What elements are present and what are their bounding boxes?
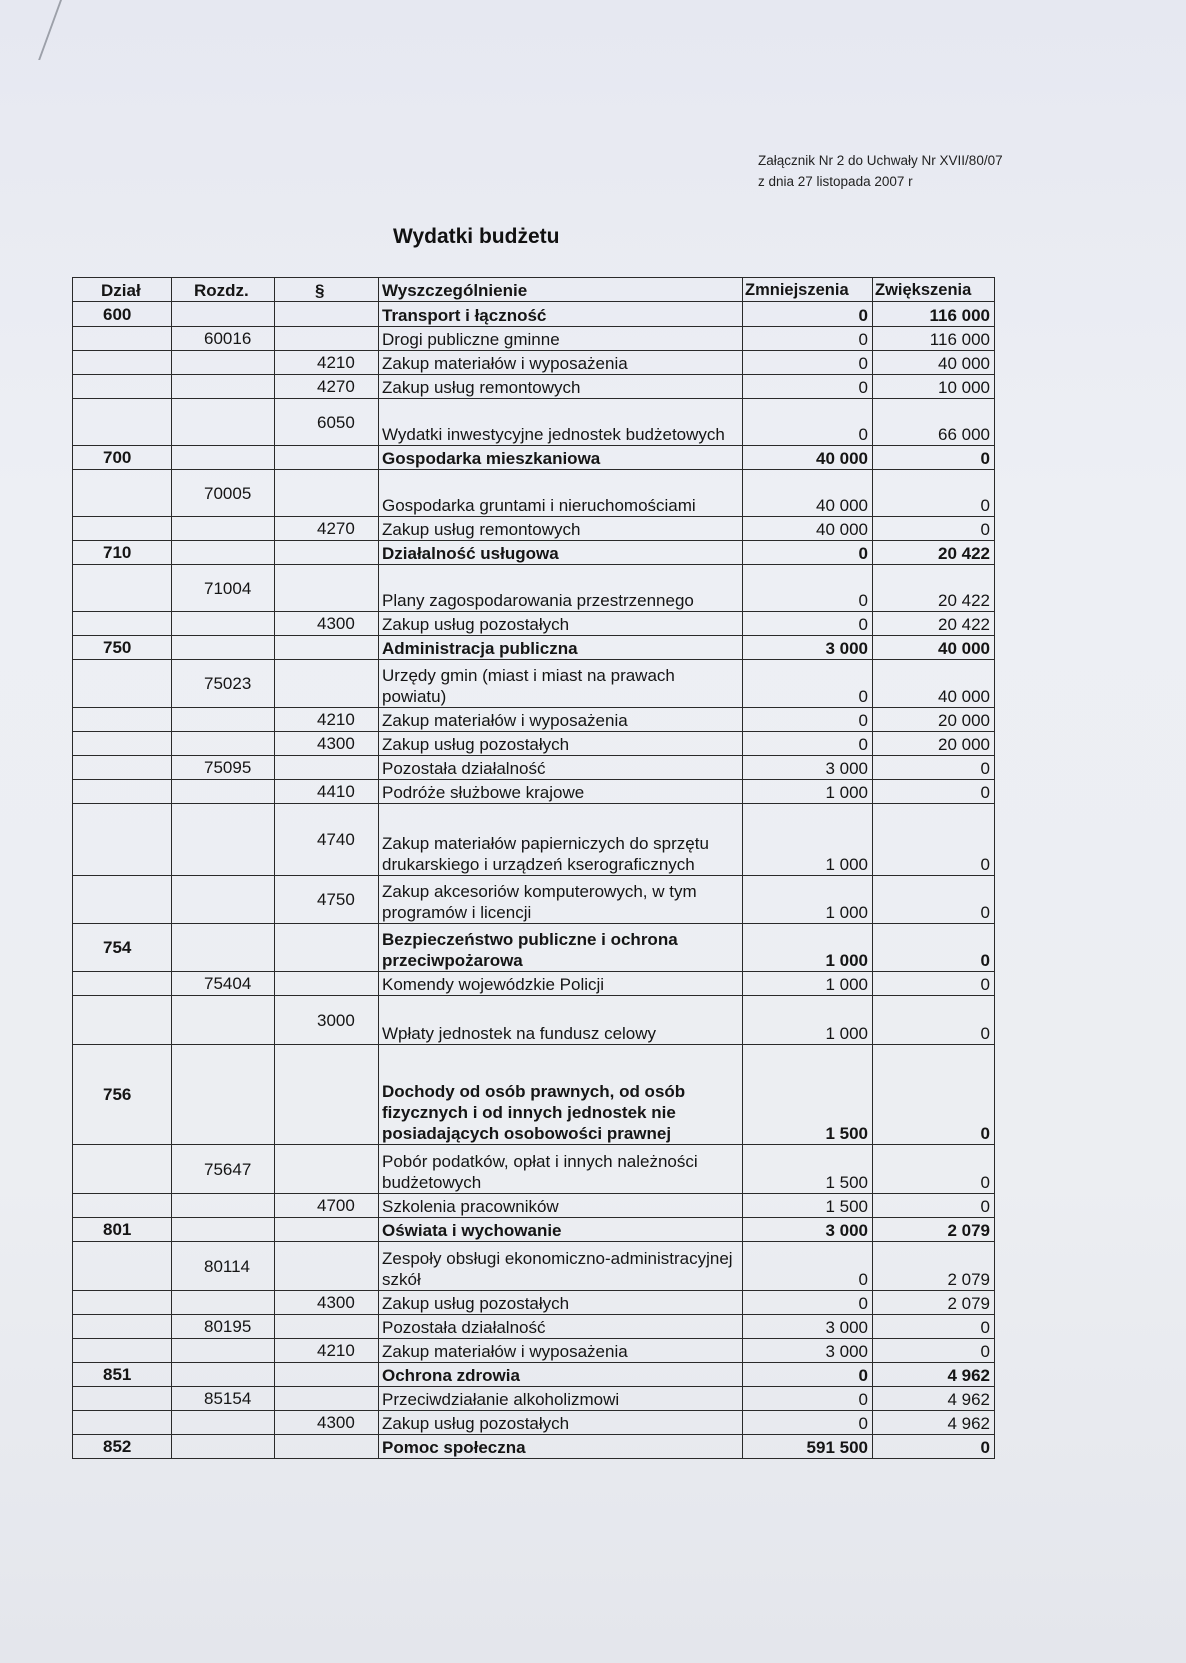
table-row [73, 351, 995, 375]
cell-rozdz [172, 612, 275, 636]
cell-paragraph: 4410 [275, 780, 379, 804]
cell-paragraph [275, 565, 379, 612]
cell-increase: 2 079 [873, 1242, 995, 1291]
cell-decrease: 40 000 [743, 517, 873, 541]
cell-dzial: 700 [73, 446, 172, 470]
cell-increase: 20 000 [873, 732, 995, 756]
table-row [73, 1145, 995, 1194]
cell-increase: 0 [873, 1194, 995, 1218]
cell-increase: 0 [873, 1145, 995, 1194]
cell-increase: 0 [873, 924, 995, 972]
cell-dzial [73, 375, 172, 399]
cell-paragraph [275, 972, 379, 996]
cell-description: Zakup akcesoriów komputerowych, w tym programów i licencji [379, 876, 743, 924]
cell-increase: 0 [873, 470, 995, 517]
table-row [73, 924, 995, 972]
cell-description: Transport i łączność [379, 302, 743, 327]
cell-decrease: 3 000 [743, 636, 873, 660]
header-increase: Zwiększenia [873, 278, 995, 302]
table-row [73, 375, 995, 399]
cell-rozdz: 75647 [172, 1145, 275, 1194]
cell-paragraph [275, 1363, 379, 1387]
cell-dzial [73, 1145, 172, 1194]
cell-description: Zakup usług remontowych [379, 517, 743, 541]
cell-dzial [73, 732, 172, 756]
cell-rozdz [172, 996, 275, 1045]
cell-dzial: 801 [73, 1218, 172, 1242]
cell-increase: 0 [873, 1315, 995, 1339]
cell-description: Zakup materiałów i wyposażenia [379, 1339, 743, 1363]
table-row [73, 541, 995, 565]
cell-description: Przeciwdziałanie alkoholizmowi [379, 1387, 743, 1411]
cell-dzial: 600 [73, 302, 172, 327]
cell-dzial [73, 327, 172, 351]
table-row [73, 1242, 995, 1291]
cell-description: Urzędy gmin (miast i miast na prawach powiatu) [379, 660, 743, 708]
cell-dzial [73, 756, 172, 780]
cell-rozdz [172, 708, 275, 732]
table-row [73, 1291, 995, 1315]
cell-paragraph [275, 636, 379, 660]
cell-rozdz: 60016 [172, 327, 275, 351]
cell-increase: 0 [873, 517, 995, 541]
table-row [73, 732, 995, 756]
cell-decrease: 3 000 [743, 756, 873, 780]
cell-rozdz [172, 517, 275, 541]
cell-paragraph [275, 1045, 379, 1145]
cell-description: Szkolenia pracowników [379, 1194, 743, 1218]
header-rozdz: Rozdz. [172, 278, 275, 302]
cell-increase: 0 [873, 756, 995, 780]
cell-description: Wydatki inwestycyjne jednostek budżetowych [379, 399, 743, 446]
cell-rozdz: 70005 [172, 470, 275, 517]
cell-dzial [73, 399, 172, 446]
cell-decrease: 0 [743, 302, 873, 327]
cell-rozdz [172, 1435, 275, 1459]
header-decrease: Zmniejszenia [743, 278, 873, 302]
cell-dzial [73, 1339, 172, 1363]
table-row [73, 756, 995, 780]
header-paragraph: § [275, 278, 379, 302]
cell-paragraph: 4300 [275, 612, 379, 636]
cell-increase: 116 000 [873, 302, 995, 327]
cell-description: Zakup usług remontowych [379, 375, 743, 399]
cell-increase: 20 422 [873, 612, 995, 636]
cell-decrease: 1 000 [743, 804, 873, 876]
cell-increase: 66 000 [873, 399, 995, 446]
cell-increase: 0 [873, 804, 995, 876]
cell-paragraph [275, 446, 379, 470]
cell-dzial: 851 [73, 1363, 172, 1387]
cell-increase: 0 [873, 972, 995, 996]
cell-increase: 10 000 [873, 375, 995, 399]
cell-rozdz [172, 1363, 275, 1387]
cell-paragraph [275, 302, 379, 327]
table-row [73, 1387, 995, 1411]
cell-paragraph [275, 1387, 379, 1411]
cell-paragraph: 4300 [275, 1291, 379, 1315]
cell-decrease: 0 [743, 1363, 873, 1387]
cell-rozdz: 80195 [172, 1315, 275, 1339]
cell-decrease: 1 500 [743, 1145, 873, 1194]
cell-decrease: 0 [743, 612, 873, 636]
cell-paragraph: 4300 [275, 1411, 379, 1435]
cell-increase: 4 962 [873, 1363, 995, 1387]
cell-description: Zakup usług pozostałych [379, 612, 743, 636]
cell-decrease: 40 000 [743, 470, 873, 517]
header-dzial: Dział [73, 278, 172, 302]
cell-increase: 20 422 [873, 541, 995, 565]
table-row [73, 996, 995, 1045]
document-title: Wydatki budżetu [393, 225, 560, 248]
table-row [73, 708, 995, 732]
cell-description: Pozostała działalność [379, 756, 743, 780]
cell-decrease: 0 [743, 732, 873, 756]
cell-increase: 0 [873, 446, 995, 470]
cell-decrease: 0 [743, 541, 873, 565]
cell-increase: 20 422 [873, 565, 995, 612]
cell-rozdz: 75095 [172, 756, 275, 780]
cell-increase: 20 000 [873, 708, 995, 732]
table-row [73, 1315, 995, 1339]
cell-decrease: 0 [743, 327, 873, 351]
cell-decrease: 0 [743, 708, 873, 732]
cell-dzial [73, 876, 172, 924]
cell-paragraph: 6050 [275, 399, 379, 446]
cell-rozdz: 75023 [172, 660, 275, 708]
cell-rozdz [172, 302, 275, 327]
cell-dzial [73, 1315, 172, 1339]
cell-paragraph: 4270 [275, 375, 379, 399]
cell-decrease: 1 000 [743, 876, 873, 924]
table-row [73, 446, 995, 470]
cell-decrease: 0 [743, 565, 873, 612]
cell-decrease: 40 000 [743, 446, 873, 470]
cell-description: Zakup usług pozostałych [379, 1411, 743, 1435]
cell-dzial [73, 1242, 172, 1291]
table-row [73, 1435, 995, 1459]
cell-description: Zakup materiałów i wyposażenia [379, 708, 743, 732]
cell-paragraph: 4700 [275, 1194, 379, 1218]
cell-paragraph [275, 541, 379, 565]
cell-increase: 0 [873, 1435, 995, 1459]
cell-paragraph [275, 1242, 379, 1291]
cell-dzial [73, 1411, 172, 1435]
cell-rozdz [172, 1194, 275, 1218]
cell-decrease: 591 500 [743, 1435, 873, 1459]
cell-increase: 0 [873, 1045, 995, 1145]
cell-rozdz [172, 732, 275, 756]
table-row [73, 1363, 995, 1387]
cell-paragraph [275, 1435, 379, 1459]
cell-description: Plany zagospodarowania przestrzennego [379, 565, 743, 612]
cell-dzial: 754 [73, 924, 172, 972]
table-row [73, 1045, 995, 1145]
cell-rozdz: 71004 [172, 565, 275, 612]
table-row [73, 399, 995, 446]
cell-paragraph [275, 470, 379, 517]
cell-rozdz [172, 399, 275, 446]
cell-decrease: 1 000 [743, 972, 873, 996]
cell-dzial [73, 612, 172, 636]
cell-dzial [73, 972, 172, 996]
cell-rozdz [172, 780, 275, 804]
table-row [73, 1411, 995, 1435]
cell-dzial [73, 1194, 172, 1218]
cell-description: Gospodarka mieszkaniowa [379, 446, 743, 470]
cell-rozdz [172, 1291, 275, 1315]
cell-dzial [73, 804, 172, 876]
cell-rozdz [172, 1218, 275, 1242]
cell-increase: 0 [873, 996, 995, 1045]
cell-rozdz [172, 1045, 275, 1145]
table-row [73, 804, 995, 876]
cell-paragraph: 4270 [275, 517, 379, 541]
cell-decrease: 1 000 [743, 996, 873, 1045]
cell-description: Pozostała działalność [379, 1315, 743, 1339]
cell-dzial [73, 1387, 172, 1411]
table-row [73, 302, 995, 327]
table-row [73, 470, 995, 517]
cell-rozdz [172, 541, 275, 565]
table-row [73, 636, 995, 660]
table-row [73, 565, 995, 612]
cell-decrease: 3 000 [743, 1315, 873, 1339]
cell-increase: 4 962 [873, 1411, 995, 1435]
cell-dzial: 750 [73, 636, 172, 660]
cell-decrease: 0 [743, 351, 873, 375]
cell-dzial: 710 [73, 541, 172, 565]
cell-decrease: 0 [743, 1411, 873, 1435]
cell-increase: 2 079 [873, 1218, 995, 1242]
cell-decrease: 3 000 [743, 1339, 873, 1363]
cell-paragraph: 3000 [275, 996, 379, 1045]
cell-decrease: 0 [743, 1387, 873, 1411]
cell-rozdz [172, 1411, 275, 1435]
cell-decrease: 0 [743, 1291, 873, 1315]
cell-rozdz [172, 804, 275, 876]
header-description: Wyszczególnienie [379, 278, 743, 302]
cell-increase: 40 000 [873, 636, 995, 660]
annex-reference: Załącznik Nr 2 do Uchwały Nr XVII/80/07 z dnia 27 listopada 2007 r [758, 153, 1003, 189]
cell-decrease: 0 [743, 399, 873, 446]
page-corner-mark [0, 0, 62, 60]
cell-description: Wpłaty jednostek na fundusz celowy [379, 996, 743, 1045]
cell-decrease: 3 000 [743, 1218, 873, 1242]
cell-rozdz: 80114 [172, 1242, 275, 1291]
cell-decrease: 0 [743, 375, 873, 399]
cell-paragraph [275, 660, 379, 708]
cell-decrease: 1 000 [743, 780, 873, 804]
cell-rozdz: 75404 [172, 972, 275, 996]
cell-decrease: 1 500 [743, 1194, 873, 1218]
cell-description: Dochody od osób prawnych, od osób fizycznych i od innych jednostek nie posiadających osobowości prawnej [379, 1045, 743, 1145]
cell-increase: 40 000 [873, 351, 995, 375]
cell-dzial: 756 [73, 1045, 172, 1145]
cell-description: Zakup materiałów i wyposażenia [379, 351, 743, 375]
cell-description: Podróże służbowe krajowe [379, 780, 743, 804]
table-row [73, 517, 995, 541]
cell-increase: 0 [873, 780, 995, 804]
cell-increase: 0 [873, 876, 995, 924]
cell-paragraph: 4740 [275, 804, 379, 876]
cell-rozdz [172, 1339, 275, 1363]
cell-paragraph: 4750 [275, 876, 379, 924]
cell-description: Gospodarka gruntami i nieruchomościami [379, 470, 743, 517]
table-row [73, 876, 995, 924]
cell-increase: 40 000 [873, 660, 995, 708]
cell-rozdz [172, 876, 275, 924]
cell-description: Działalność usługowa [379, 541, 743, 565]
cell-rozdz: 85154 [172, 1387, 275, 1411]
cell-description: Administracja publiczna [379, 636, 743, 660]
cell-description: Bezpieczeństwo publiczne i ochrona przeciwpożarowa [379, 924, 743, 972]
cell-description: Pomoc społeczna [379, 1435, 743, 1459]
cell-dzial [73, 996, 172, 1045]
cell-description: Zakup materiałów papierniczych do sprzętu drukarskiego i urządzeń kserograficznych [379, 804, 743, 876]
cell-description: Pobór podatków, opłat i innych należności budżetowych [379, 1145, 743, 1194]
cell-increase: 116 000 [873, 327, 995, 351]
table-header-row [73, 278, 995, 302]
cell-rozdz [172, 636, 275, 660]
cell-paragraph [275, 1315, 379, 1339]
cell-paragraph [275, 924, 379, 972]
cell-paragraph [275, 1145, 379, 1194]
cell-paragraph: 4300 [275, 732, 379, 756]
cell-paragraph [275, 756, 379, 780]
cell-rozdz [172, 351, 275, 375]
cell-paragraph [275, 327, 379, 351]
cell-dzial [73, 565, 172, 612]
table-row [73, 327, 995, 351]
cell-paragraph: 4210 [275, 351, 379, 375]
cell-description: Komendy wojewódzkie Policji [379, 972, 743, 996]
cell-rozdz [172, 446, 275, 470]
cell-description: Oświata i wychowanie [379, 1218, 743, 1242]
cell-dzial [73, 708, 172, 732]
cell-description: Zakup usług pozostałych [379, 1291, 743, 1315]
cell-dzial [73, 660, 172, 708]
cell-increase: 4 962 [873, 1387, 995, 1411]
budget-table [72, 277, 995, 1459]
table-row [73, 780, 995, 804]
cell-paragraph: 4210 [275, 708, 379, 732]
cell-rozdz [172, 924, 275, 972]
cell-dzial: 852 [73, 1435, 172, 1459]
cell-decrease: 0 [743, 1242, 873, 1291]
cell-description: Zakup usług pozostałych [379, 732, 743, 756]
table-row [73, 1339, 995, 1363]
cell-description: Ochrona zdrowia [379, 1363, 743, 1387]
cell-rozdz [172, 375, 275, 399]
cell-description: Drogi publiczne gminne [379, 327, 743, 351]
table-row [73, 612, 995, 636]
cell-increase: 2 079 [873, 1291, 995, 1315]
cell-decrease: 1 000 [743, 924, 873, 972]
table-row [73, 972, 995, 996]
cell-dzial [73, 517, 172, 541]
cell-dzial [73, 470, 172, 517]
table-row [73, 660, 995, 708]
table-row [73, 1194, 995, 1218]
table-row [73, 1218, 995, 1242]
cell-dzial [73, 780, 172, 804]
cell-paragraph: 4210 [275, 1339, 379, 1363]
cell-decrease: 1 500 [743, 1045, 873, 1145]
cell-description: Zespoły obsługi ekonomiczno-administracyjnej szkół [379, 1242, 743, 1291]
cell-dzial [73, 1291, 172, 1315]
cell-increase: 0 [873, 1339, 995, 1363]
cell-dzial [73, 351, 172, 375]
cell-paragraph [275, 1218, 379, 1242]
cell-decrease: 0 [743, 660, 873, 708]
